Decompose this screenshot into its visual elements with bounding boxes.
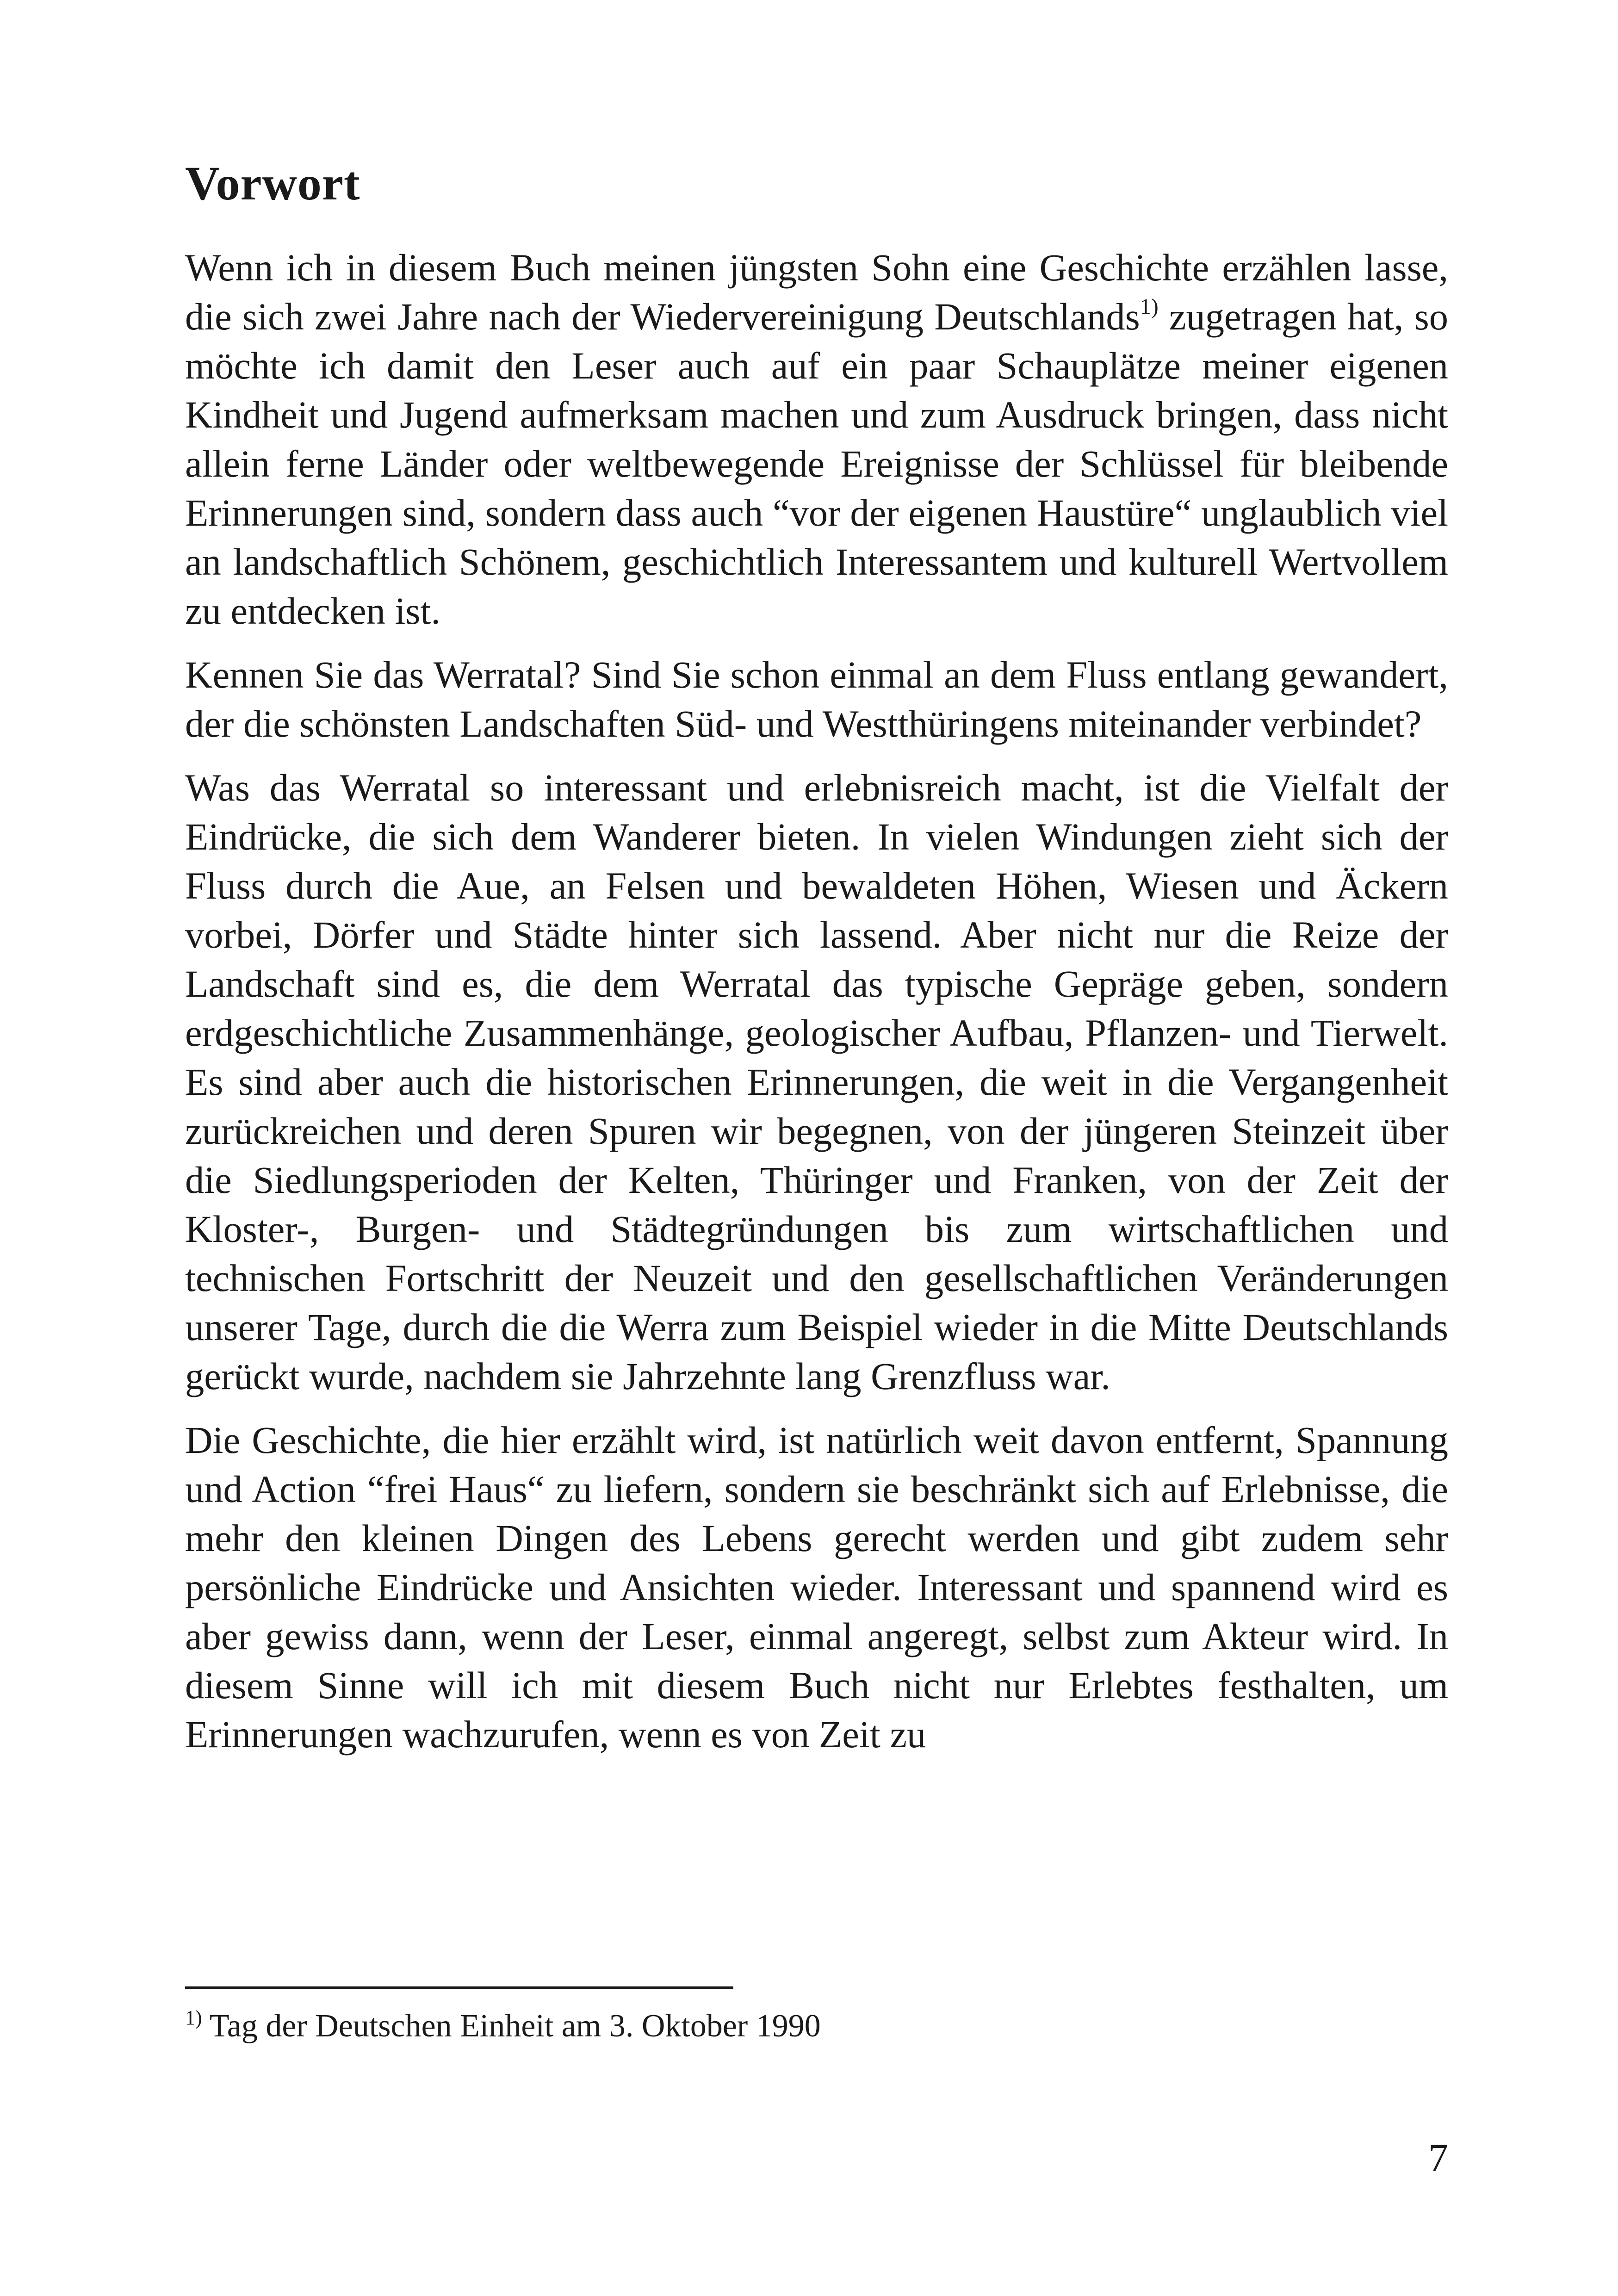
page-number: 7 [1428,2135,1448,2180]
footnote-divider [185,1986,733,1989]
paragraph-1 [185,243,1448,635]
page-title: Vorwort [185,157,360,210]
paragraph-1-text-b: zugetragen hat, so möchte ich damit den Leser auch auf ein paar Schauplätze meiner eigenen Kindheit und Jugend aufmerksam machen und zum Ausdruck bringen, dass nicht allein ferne Länder oder weltbewegende Ereignisse der Schlüssel für bleibende Erinnerungen sind, sondern dass auch “vor der eigenen Haustüre“ unglaublich viel an landschaftlich Schönem, geschichtlich Interessantem und kulturell Wertvollem zu entdecken ist. [185,295,1449,632]
paragraph-4: Die Geschichte, die hier erzählt wird, ist natürlich weit davon entfernt, Spannung und Action “frei Haus“ zu liefern, sondern sie beschränkt sich auf Erlebnisse, die mehr den kleinen Dingen des Lebens gerecht werden und gibt zudem sehr persönliche Eindrücke und Ansichten wieder. Interessant und spannend wird es aber gewiss dann, wenn der Leser, einmal angeregt, selbst zum Akteur wird. In diesem Sinne will ich mit diesem Buch nicht nur Erlebtes festhalten, um Erinnerungen wachzurufen, wenn es von Zeit zu [185,1419,1448,1756]
footnote [185,2008,821,2044]
paragraph-1-text-a: Wenn ich in diesem Buch meinen jüngsten Sohn eine Geschichte erzählen lasse, die sich zwei Jahre nach der Wiedervereinigung Deutschlands [185,246,1448,338]
paragraph-3: Was das Werratal so interessant und erlebnisreich macht, ist die Vielfalt der Eindrücke, die sich dem Wanderer bieten. In vielen Windungen zieht sich der Fluss durch die Aue, an Felsen und bewaldeten Höhen, Wiesen und Äckern vorbei, Dörfer und Städte hinter sich lassend. Aber nicht nur die Reize der Landschaft sind es, die dem Werratal das typische Gepräge geben, sondern erdgeschichtliche Zusammenhänge, geologischer Aufbau, Pflanzen- und Tierwelt. Es sind aber auch die historischen Erinnerungen, die weit in die Vergangenheit zurückreichen und deren Spuren wir begegnen, von der jüngeren Steinzeit über die Siedlungsperioden der Kelten, Thüringer und Franken, von der Zeit der Kloster-, Burgen- und Städtegründungen bis zum wirtschaftlichen und technischen Fortschritt der Neuzeit und den gesellschaftlichen Veränderungen unserer Tage, durch die die Werra zum Beispiel wieder in die Mitte Deutschlands gerückt wurde, nachdem sie Jahrzehnte lang Grenzfluss war. [185,766,1448,1397]
footnote-reference: 1) [1140,294,1159,319]
paragraph-2: Kennen Sie das Werratal? Sind Sie schon einmal an dem Fluss entlang gewandert, der die schönsten Landschaften Süd- und Westthüringens miteinander verbindet? [185,653,1448,745]
body-text [185,243,1448,1774]
footnote-mark: 1) [185,2006,202,2029]
footnote-text: Tag der Deutschen Einheit am 3. Oktober 1990 [202,2008,821,2044]
